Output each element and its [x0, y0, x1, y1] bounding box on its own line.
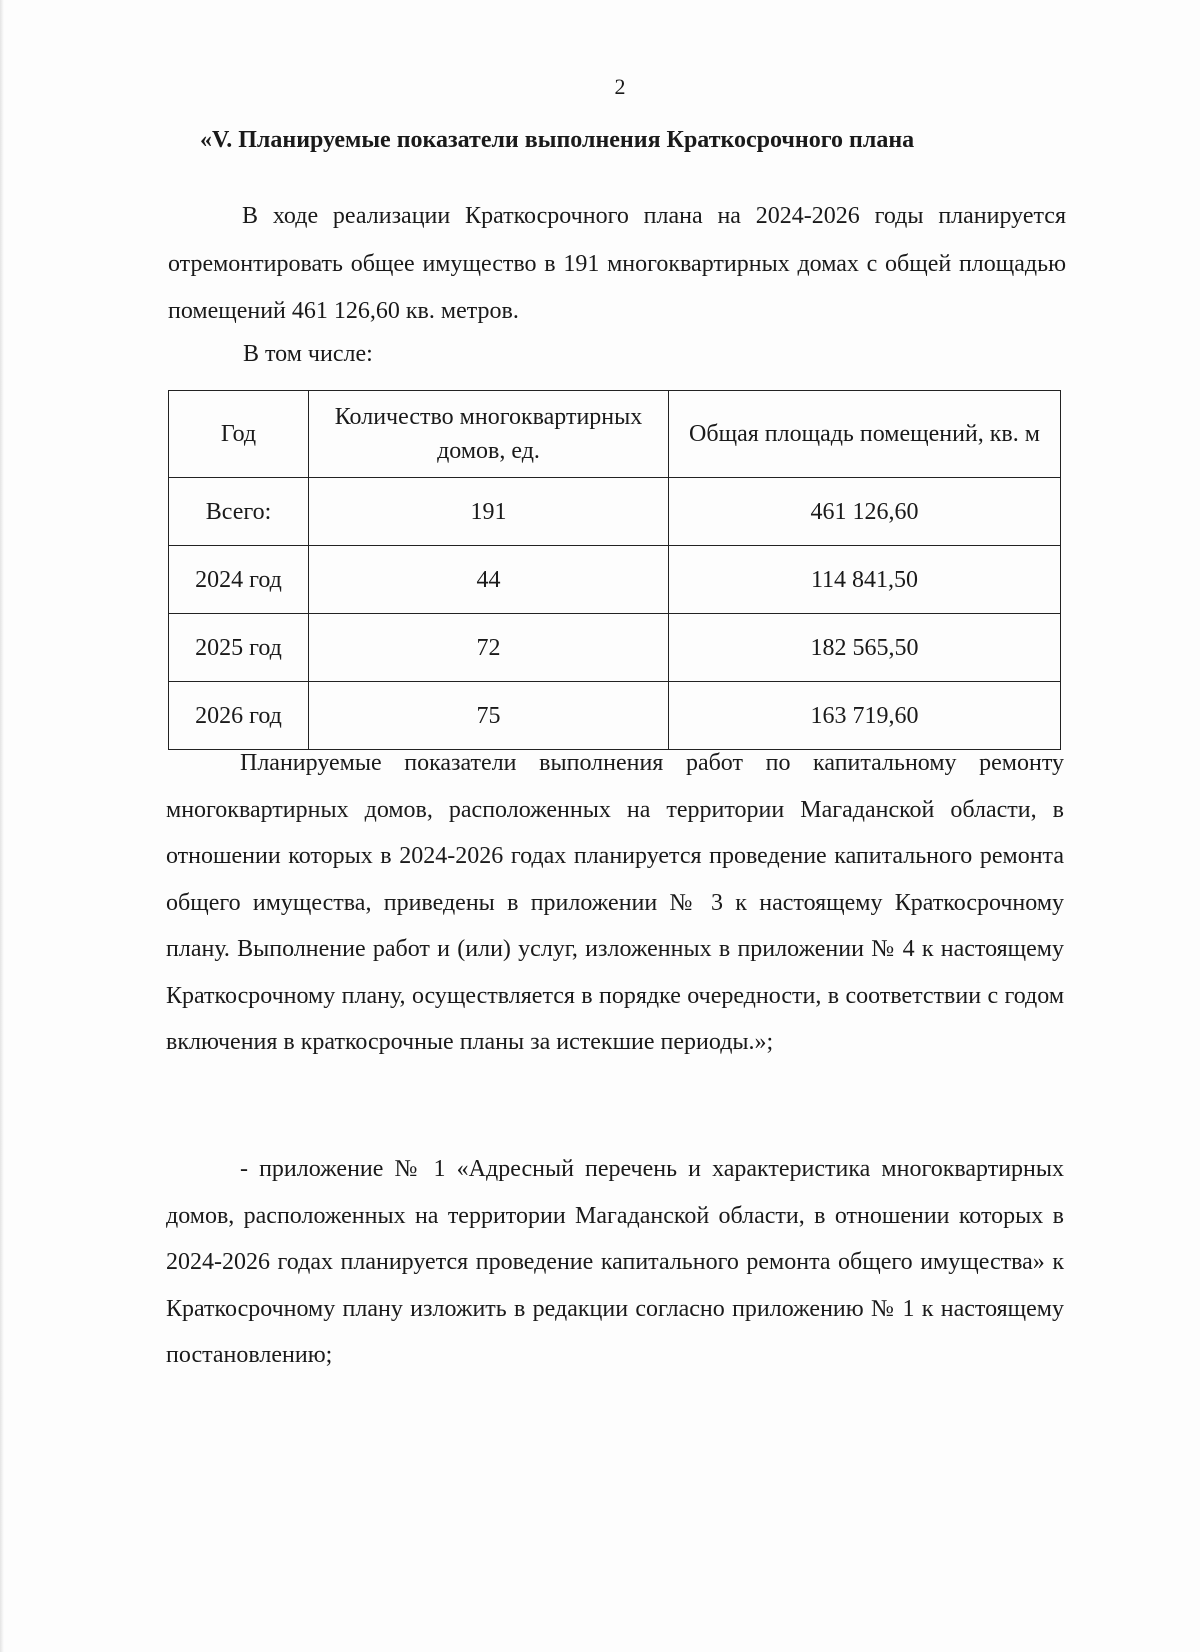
cell-houses: 75: [309, 682, 669, 750]
table-row-2025: [169, 614, 1061, 682]
cell-area: 114 841,50: [669, 546, 1061, 614]
header-total-area: Общая площадь помещений, кв. м: [669, 391, 1061, 478]
cell-year: 2024 год: [169, 546, 309, 614]
section-title: «V. Планируемые показатели выполнения Краткосрочного плана: [200, 127, 915, 153]
cell-houses: 44: [309, 546, 669, 614]
cell-houses: 72: [309, 614, 669, 682]
header-year: Год: [169, 391, 309, 478]
header-houses-count: Количество многоквартирных домов, ед.: [309, 391, 669, 478]
table-header-row: [169, 391, 1061, 478]
table-row-2024: [169, 546, 1061, 614]
cell-year: 2026 год: [169, 682, 309, 750]
in-particular-label: В том числе:: [243, 341, 373, 367]
cell-year: 2025 год: [169, 614, 309, 682]
cell-houses: 191: [309, 478, 669, 546]
cell-area: 461 126,60: [669, 478, 1061, 546]
intro-paragraph: В ходе реализации Краткосрочного плана на 2024-2026 годы планируется отремонтировать общее имущество в 191 многоквартирных домах с общей площадью помещений 461 126,60 кв. метров.: [168, 203, 1066, 324]
cell-area: 182 565,50: [669, 614, 1061, 682]
appendix-paragraph: - приложение № 1 «Адресный перечень и характеристика многоквартирных домов, расположенных на территории Магаданской области, в отношении которых в 2024-2026 годах планируется проведение капитального ремонта общего имущества» к Краткосрочному плану изложить в редакции согласно приложению № 1 к настоящему постановлению;: [166, 1156, 1064, 1368]
table-row-total: [169, 478, 1061, 546]
cell-area: 163 719,60: [669, 682, 1061, 750]
plan-indicators-table: [168, 390, 1061, 750]
cell-year: Всего:: [169, 478, 309, 546]
scan-edge: [0, 0, 4, 1652]
indicators-paragraph: Планируемые показатели выполнения работ по капитальному ремонту многоквартирных домов, расположенных на территории Магаданской области, в отношении которых в 2024-2026 годах планируется проведение капитального ремонта общего имущества, приведены в приложении № 3 к настоящему Краткосрочному плану. Выполнение работ и (или) услуг, изложенных в приложении № 4 к настоящему Краткосрочному плану, осуществляется в порядке очередности, в соответствии с годом включения в краткосрочные планы за истекшие периоды.»;: [166, 750, 1064, 1055]
page-number: 2: [614, 74, 626, 99]
